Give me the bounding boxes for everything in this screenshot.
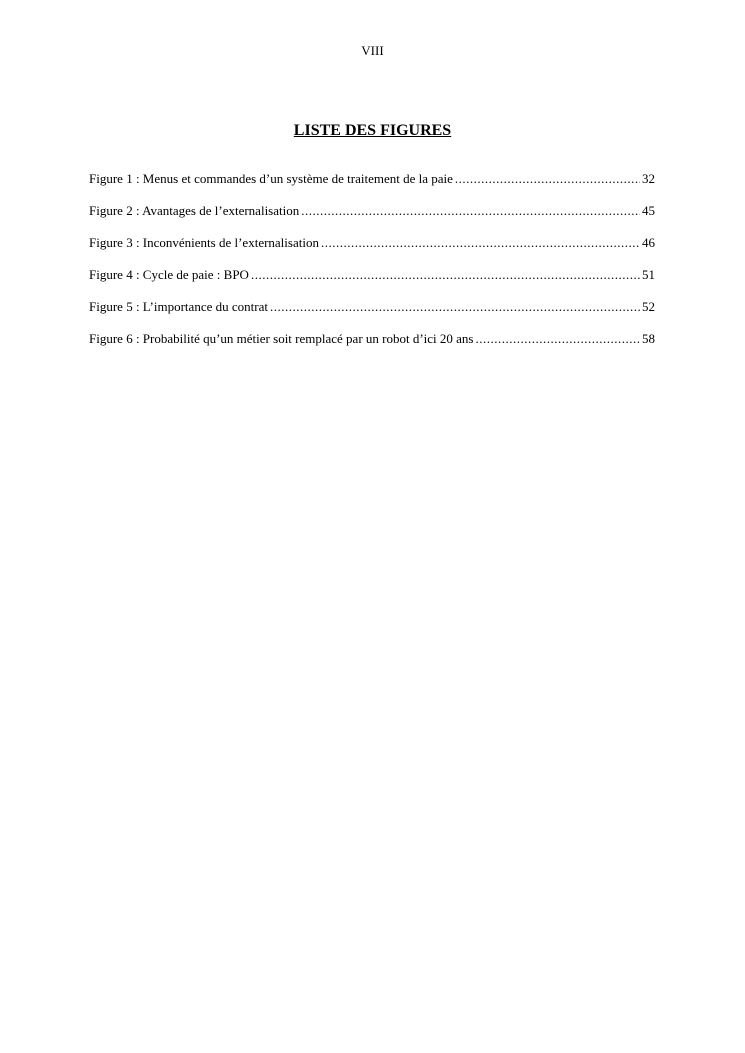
dot-leader xyxy=(455,170,640,188)
figure-entry-label: Figure 6 : Probabilité qu’un métier soit remplacé par un robot d’ici 20 ans xyxy=(89,331,474,346)
figure-entry[interactable] xyxy=(89,170,655,202)
figure-entry-label: Figure 1 : Menus et commandes d’un système de traitement de la paie xyxy=(89,171,453,186)
figure-entry-label: Figure 5 : L’importance du contrat xyxy=(89,299,268,314)
figure-entry[interactable] xyxy=(89,298,655,330)
figure-entry-page: 52 xyxy=(642,299,655,314)
figure-entry-page: 32 xyxy=(642,171,655,186)
figure-entry[interactable] xyxy=(89,330,655,362)
figure-entry-label: Figure 4 : Cycle de paie : BPO xyxy=(89,267,249,282)
figure-entry-page: 45 xyxy=(642,203,655,218)
figure-entry-page: 58 xyxy=(642,331,655,346)
figure-entry[interactable] xyxy=(89,266,655,298)
figure-entry[interactable] xyxy=(89,234,655,266)
dot-leader xyxy=(321,234,640,252)
figure-entry-page: 46 xyxy=(642,235,655,250)
dot-leader xyxy=(251,266,640,284)
figure-list xyxy=(89,170,655,362)
page-title: LISTE DES FIGURES xyxy=(293,122,452,139)
figure-entry-label: Figure 2 : Avantages de l’externalisation xyxy=(89,203,300,218)
page-number: VIII xyxy=(361,43,384,58)
figure-entry-label: Figure 3 : Inconvénients de l’externalisation xyxy=(89,235,319,250)
figure-entry[interactable] xyxy=(89,202,655,234)
dot-leader xyxy=(301,202,640,220)
dot-leader xyxy=(476,330,641,348)
figure-entry-page: 51 xyxy=(642,267,655,282)
dot-leader xyxy=(270,298,640,316)
